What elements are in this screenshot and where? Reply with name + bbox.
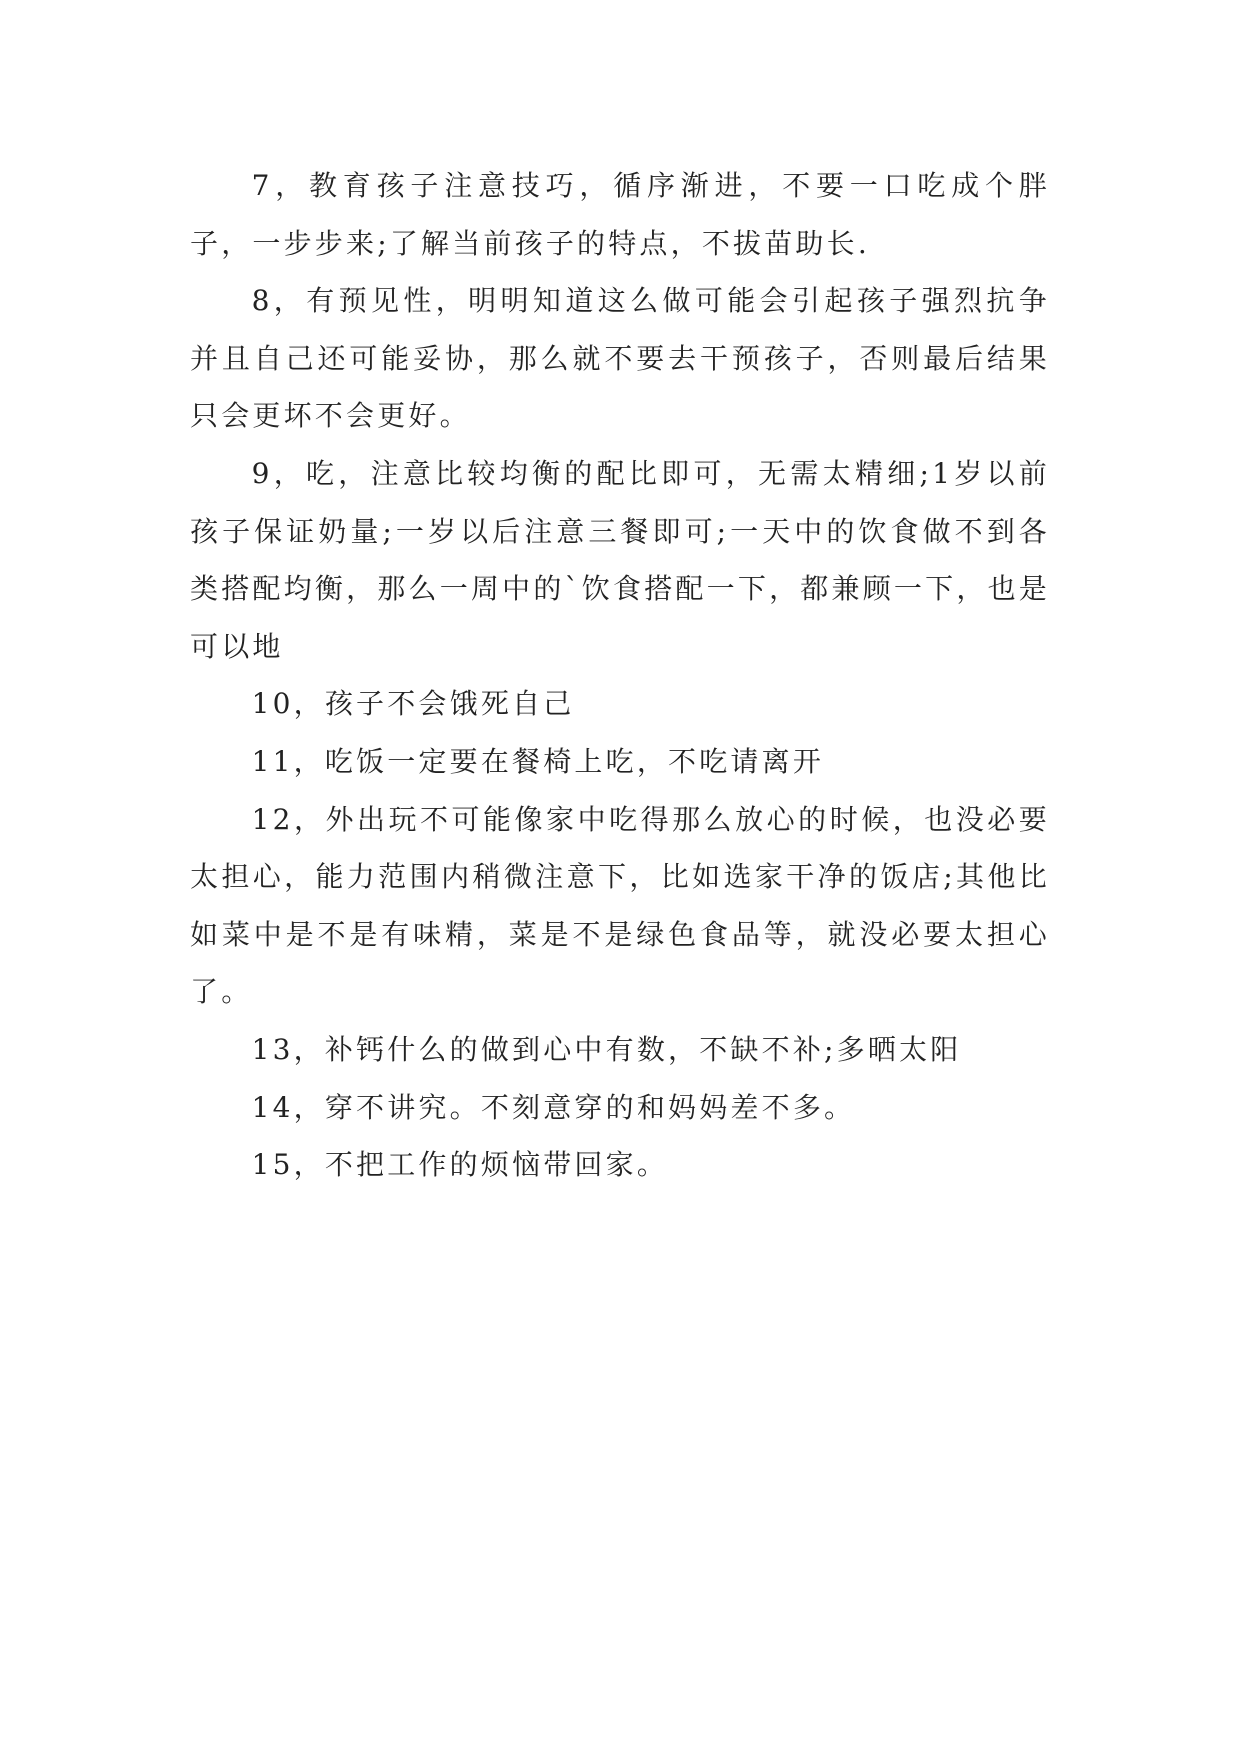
paragraph-8: 8，有预见性，明明知道这么做可能会引起孩子强烈抗争并且自己还可能妥协，那么就不要去干预孩子，否则最后结果只会更坏不会更好。 bbox=[190, 284, 1050, 433]
paragraph-10: 10，孩子不会饿死自己 bbox=[251, 687, 575, 721]
paragraph-7: 7，教育孩子注意技巧，循序渐进，不要一口吃成个胖子，一步步来;了解当前孩子的特点，不拔苗助长. bbox=[190, 169, 1050, 260]
paragraph-13: 13，补钙什么的做到心中有数，不缺不补;多晒太阳 bbox=[251, 1032, 962, 1066]
paragraph-14: 14，穿不讲究。不刻意穿的和妈妈差不多。 bbox=[251, 1090, 856, 1124]
document-body bbox=[190, 157, 1050, 1194]
paragraph-9: 9，吃，注意比较均衡的配比即可，无需太精细;1岁以前孩子保证奶量;一岁以后注意三餐即可;一天中的饮食做不到各类搭配均衡，那么一周中的`饮食搭配一下，都兼顾一下，也是可以地 bbox=[190, 456, 1050, 663]
paragraph-15: 15，不把工作的烦恼带回家。 bbox=[251, 1148, 669, 1182]
paragraph-12: 12，外出玩不可能像家中吃得那么放心的时候，也没必要太担心，能力范围内稍微注意下，比如选家干净的饭店;其他比如菜中是不是有味精，菜是不是绿色食品等，就没必要太担心了。 bbox=[190, 802, 1050, 1009]
paragraph-11: 11，吃饭一定要在餐椅上吃，不吃请离开 bbox=[251, 744, 825, 778]
